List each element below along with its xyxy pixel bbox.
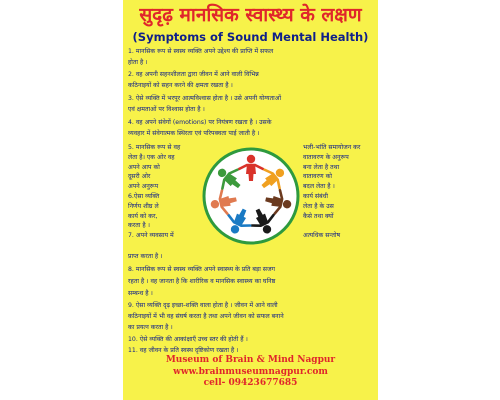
list-item: प्राप्त करता है । xyxy=(128,253,163,260)
museum-website[interactable]: www.brainmuseumnagpur.com xyxy=(173,366,328,377)
museum-phone: cell- 09423677685 xyxy=(203,378,298,388)
list-item: का प्रयत्न करता है । xyxy=(128,324,173,331)
column-line: लेता है। एक ओर वह xyxy=(128,153,175,161)
mental-health-poster xyxy=(123,0,378,400)
column-line: अपने अनुरूप xyxy=(128,183,159,191)
column-line: निर्णय शीघ्र ले xyxy=(128,202,159,210)
column-line: भली-भांति समायोजन कर xyxy=(303,144,361,151)
text-column-right xyxy=(303,143,375,241)
column-line: 6.ऐसा व्यक्ति xyxy=(128,192,160,200)
poster-title-english: (Symptoms of Sound Mental Health) xyxy=(132,30,369,44)
column-line xyxy=(303,221,375,231)
column-line: दूसरी ओर xyxy=(128,173,151,181)
list-item: होता है । xyxy=(128,59,148,66)
column-line: 7. अपने व्यवसाय में xyxy=(128,232,174,240)
museum-name: Museum of Brain & Mind Nagpur xyxy=(165,355,336,365)
list-item: रहता है । वह जानता है कि शारीरिक व मानसिक स्वास्थ्य का घनिष्ठ xyxy=(128,278,276,285)
figures-circle-illustration xyxy=(199,146,303,246)
list-item: 1. मानसिक रूप से स्वस्थ व्यक्ति अपने उद्देश्य की प्राप्ति में सफल xyxy=(128,48,274,55)
list-item: कठिनाइयों में भी वह संघर्ष करता है तथा अपने जीवन को सफल बनाने xyxy=(128,313,284,320)
list-item: एवं क्षमताओं पर विश्वास होता है । xyxy=(128,106,205,113)
list-item: 10. ऐसे व्यक्ति की आकांक्षाएँ उच्च स्तर की होती हैं । xyxy=(128,336,248,343)
column-line: कार्य संबंधी xyxy=(303,192,329,200)
column-line: कार्य को कर, xyxy=(128,212,158,220)
holding-hands-figures-icon xyxy=(199,146,303,246)
column-line: वातावरण के अनुरूप xyxy=(303,153,349,161)
list-item: 11. वह जीवन के प्रति स्वस्थ दृष्टिकोण रखता है । xyxy=(128,347,239,354)
column-line: बदल लेता है । xyxy=(303,183,335,191)
list-item: सम्बन्ध है । xyxy=(128,290,153,297)
list-item: व्यवहार में संवेगात्मक स्थिरता एवं परिपक्वता पाई जाती है । xyxy=(128,130,260,137)
poster-title-hindi: सुदृढ़ मानसिक स्वास्थ्य के लक्षण xyxy=(139,4,362,26)
column-line: वातावरण को xyxy=(303,173,332,181)
list-item: कठिनाइयों को सहन करने की क्षमता रखता है । xyxy=(128,82,233,89)
column-line: 5. मानसिक रूप से वह xyxy=(128,144,181,151)
text-column-left xyxy=(128,143,198,241)
column-line: अत्यधिक सन्तोष xyxy=(303,232,341,240)
column-line: लेता है के उस xyxy=(303,202,334,210)
column-line: कैसे तथा क्यों xyxy=(303,212,334,220)
column-line: करता है । xyxy=(128,222,150,230)
list-item: 3. ऐसे व्यक्ति में भरपूर आत्मविश्वास होता है । उसे अपनी योग्यताओं xyxy=(128,95,282,102)
list-item: 2. वह अपनी सहनशीलता द्वारा जीवन में आने वाली विभिन्न xyxy=(128,71,259,78)
list-item: 4. वह अपने संवेगों (emotions) पर नियंत्रण रखता है । उसके xyxy=(128,119,272,126)
column-line: अपने आप को xyxy=(128,163,160,171)
column-line: बना लेता है तथा xyxy=(303,163,340,171)
museum-footer xyxy=(123,355,378,390)
list-item: 8. मानसिक रूप से स्वस्थ व्यक्ति अपने स्वास्थ्य के प्रति बड़ा सजग xyxy=(128,266,276,273)
list-item: 9. ऐसा व्यक्ति दृढ़ इच्छा-शक्ति वाला होता है । जीवन में आने वाली xyxy=(128,302,278,309)
